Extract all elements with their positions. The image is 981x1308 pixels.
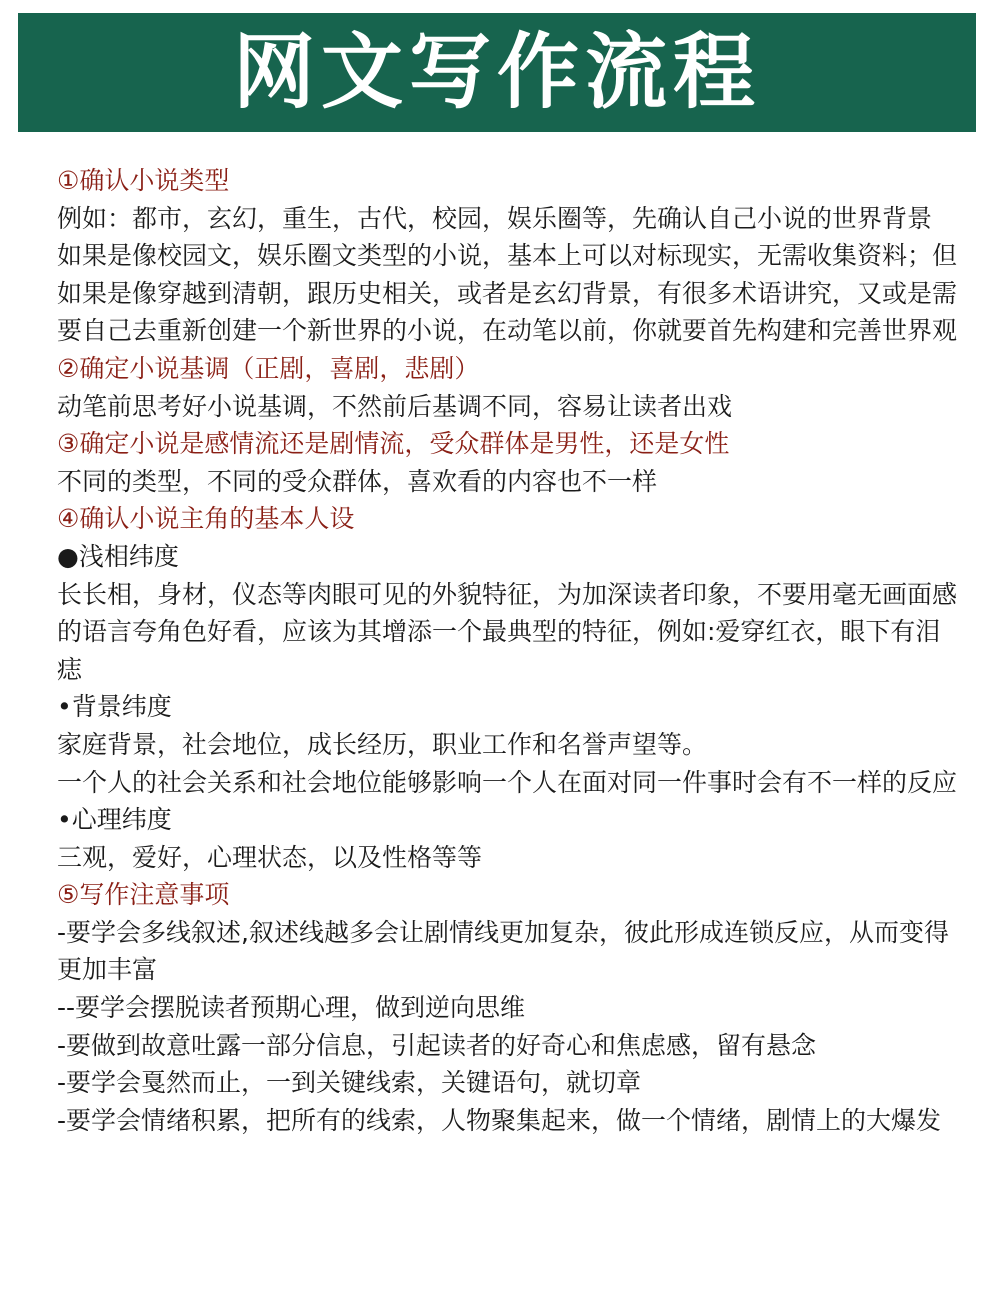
subheading-appearance: ●浅相纬度 <box>57 541 179 571</box>
title-banner <box>18 13 976 132</box>
section-4-heading: ④确认小说主角的基本人设 <box>57 504 355 534</box>
psychology-paragraph: 三观，爱好，心理状态，以及性格等等 <box>57 842 483 872</box>
tip-item: -要学会情绪积累，把所有的线索，人物聚集起来，做一个情绪，剧情上的大爆发 <box>57 1105 942 1135</box>
appearance-paragraph: 长长相，身材，仪态等肉眼可见的外貌特征，为加深读者印象，不要用毫无画面感的语言夸角色好看，应该为其增添一个最典型的特征，例如:爱穿红衣，眼下有泪痣 <box>57 579 958 684</box>
tip-item: -要学会戛然而止，一到关键线索，关键语句，就切章 <box>57 1068 642 1098</box>
background-paragraph-1: 家庭背景，社会地位，成长经历，职业工作和名誉声望等。 <box>57 729 708 759</box>
section-1-heading: ①确认小说类型 <box>57 166 230 195</box>
page-title: 网文写作流程 <box>232 24 761 120</box>
section-1-paragraph-2: 如果是像校园文，娱乐圈文类型的小说，基本上可以对标现实，无需收集资料；但如果是像穿越到清朝，跟历史相关，或者是玄幻背景，有很多术语讲究，又或是需要自己去重新创建一个新世界的小说，在动笔以前，你就要首先构建和完善世界观 <box>57 241 958 346</box>
section-3-heading: ③确定小说是感情流还是剧情流，受众群体是男性，还是女性 <box>57 429 730 459</box>
section-2-heading: ②确定小说基调（正剧，喜剧，悲剧） <box>57 353 480 383</box>
section-5-heading: ⑤写作注意事项 <box>57 880 230 910</box>
tip-item: -要学会多线叙述,叙述线越多会让剧情线更加复杂，彼此形成连锁反应，从而变得更加丰富 <box>57 917 949 985</box>
section-3-paragraph-1: 不同的类型，不同的受众群体，喜欢看的内容也不一样 <box>57 466 658 496</box>
section-2-paragraph-1: 动笔前思考好小说基调，不然前后基调不同，容易让读者出戏 <box>57 391 733 421</box>
tip-item: --要学会摆脱读者预期心理，做到逆向思维 <box>57 993 526 1023</box>
subheading-background: •背景纬度 <box>57 692 172 722</box>
section-1-paragraph-1: 例如：都市，玄幻，重生，古代，校园，娱乐圈等，先确认自己小说的世界背景 <box>57 203 933 233</box>
tip-item: -要做到故意吐露一部分信息，引起读者的好奇心和焦虑感，留有悬念 <box>57 1030 817 1060</box>
background-paragraph-2: 一个人的社会关系和社会地位能够影响一个人在面对同一件事时会有不一样的反应 <box>57 767 958 797</box>
subheading-psychology: •心理纬度 <box>57 805 172 835</box>
article-body <box>57 162 962 1139</box>
